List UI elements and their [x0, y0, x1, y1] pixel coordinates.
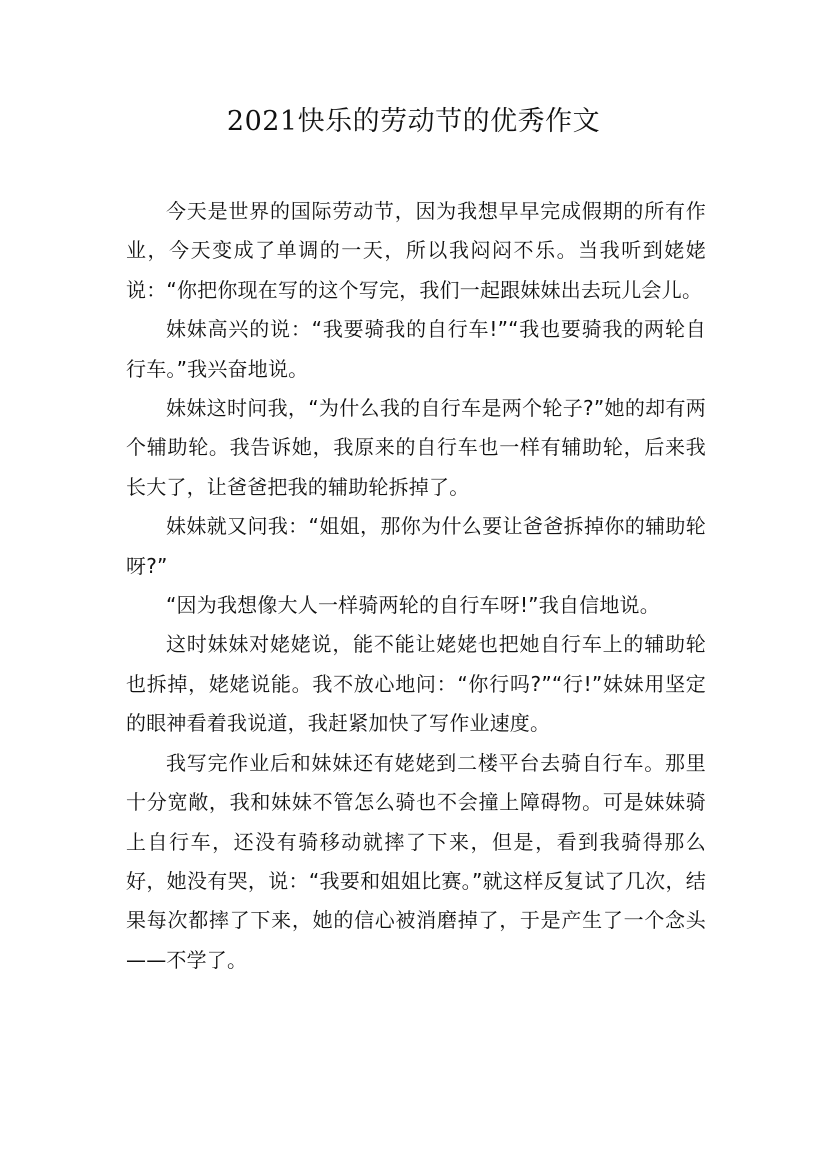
paragraph-3: 妹妹这时问我，“为什么我的自行车是两个轮子?”她的却有两个辅助轮。我告诉她，我原来的自行车也一样有辅助轮，后来我长大了，让爸爸把我的辅助轮拆掉了。 — [126, 396, 706, 499]
paragraph-1: 今天是世界的国际劳动节，因为我想早早完成假期的所有作业，今天变成了单调的一天，所以我闷闷不乐。当我听到姥姥说：“你把你现在写的这个写完，我们一起跟妹妹出去玩儿会儿。 — [126, 199, 706, 302]
paragraph-6: 这时妹妹对姥姥说，能不能让姥姥也把她自行车上的辅助轮也拆掉，姥姥说能。我不放心地问：“你行吗?”“行!”妹妹用坚定的眼神看着我说道，我赶紧加快了写作业速度。 — [126, 632, 706, 736]
paragraph-2: 妹妹高兴的说：“我要骑我的自行车!”“我也要骑我的两轮自行车。”我兴奋地说。 — [126, 317, 706, 381]
paragraph-4: 妹妹就又问我：“姐姐，那你为什么要让爸爸拆掉你的辅助轮呀?” — [126, 514, 706, 578]
paragraph-7: 我写完作业后和妹妹还有姥姥到二楼平台去骑自行车。那里十分宽敞，我和妹妹不管怎么骑也不会撞上障碍物。可是妹妹骑上自行车，还没有骑移动就摔了下来，但是，看到我骑得那么好，她没有哭，说：“我要和姐姐比赛。”就这样反复试了几次，结果每次都摔了下来，她的信心被消磨掉了，于是产生了一个念头——不学了。 — [126, 750, 706, 972]
document-title: 2021快乐的劳动节的优秀作文 — [226, 106, 601, 137]
essay-body — [126, 192, 706, 980]
paragraph-5: “因为我想像大人一样骑两轮的自行车呀!”我自信地说。 — [166, 593, 660, 618]
